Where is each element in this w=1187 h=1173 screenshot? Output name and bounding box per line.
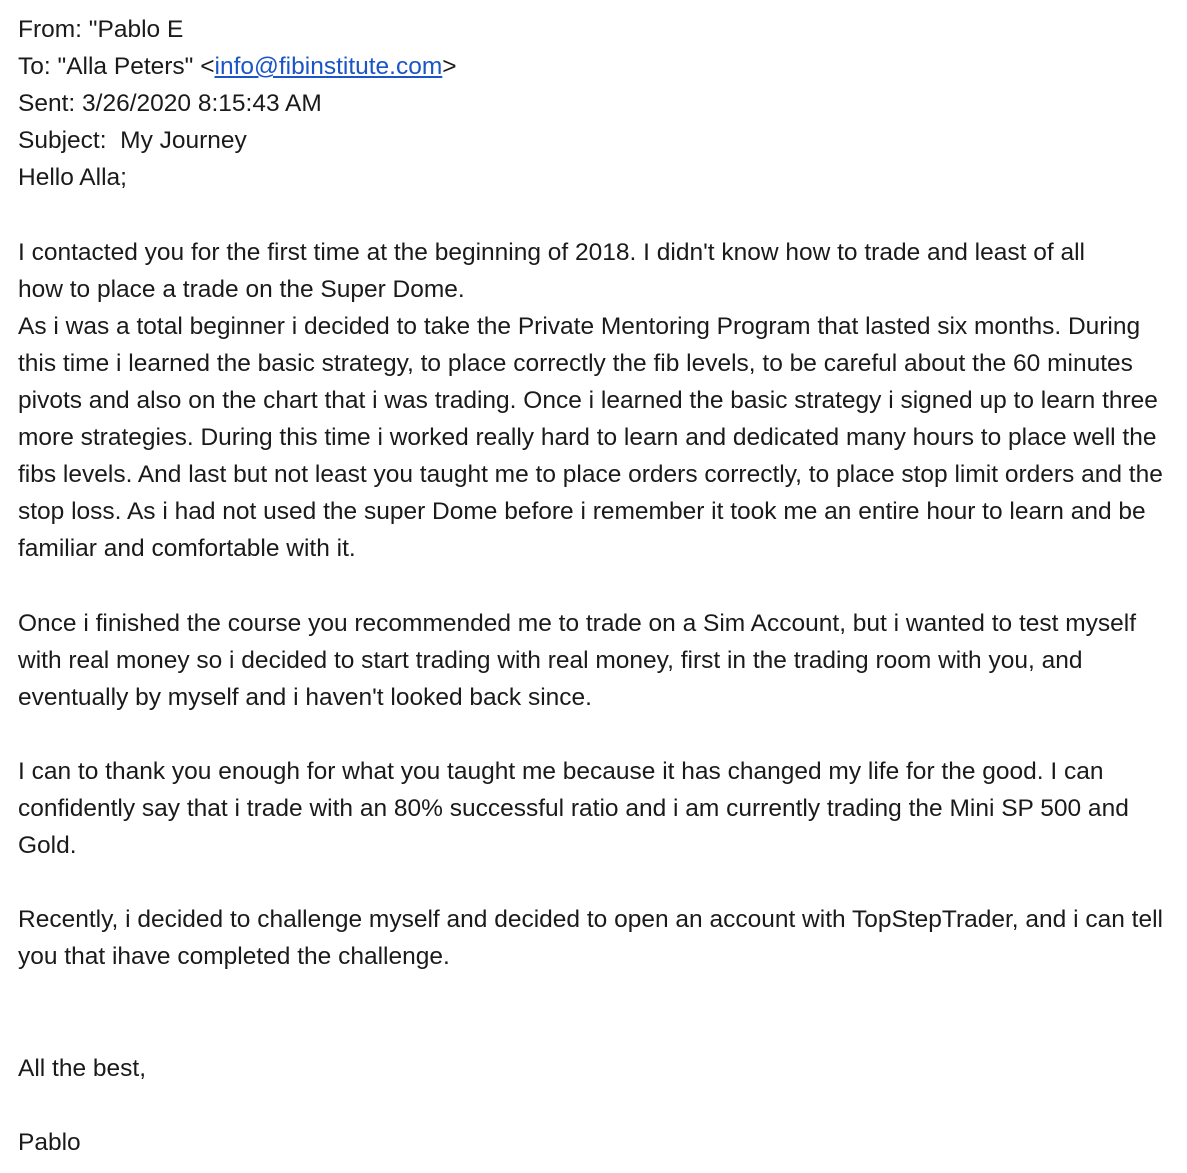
paragraph-5: Recently, i decided to challenge myself and decided to open an account with TopStepTrader, and i can tell you that ihave completed the challenge. [18, 906, 1163, 971]
closing: All the best, [18, 1054, 147, 1082]
greeting: Hello Alla; [18, 164, 127, 192]
subject-line [18, 122, 1178, 159]
to-line [18, 48, 1178, 85]
sent-value: 3/26/2020 8:15:43 AM [82, 90, 322, 118]
paragraph-1-line-1: I contacted you for the first time at the beginning of 2018. I didn't know how to trade and least of all [18, 238, 1085, 266]
to-open-bracket: < [200, 53, 215, 81]
sent-label: Sent: [18, 90, 76, 118]
to-name: "Alla Peters" [57, 53, 194, 81]
subject-value: My Journey [120, 127, 247, 155]
recipient-email-link[interactable]: info@fibinstitute.com [214, 53, 443, 81]
paragraph-2: As i was a total beginner i decided to take the Private Mentoring Program that lasted six months. During this time i learned the basic strategy, to place correctly the fib levels, to be careful about the 60 minutes pivots and also on the chart that i was trading. Once i learned the basic strategy i signed up to learn three more strategies. During this time i worked really hard to learn and dedicated many hours to place well the fibs levels. And last but not least you taught me to place orders correctly, to place stop limit orders and the stop loss. As i had not used the super Dome before i remember it took me an entire hour to learn and be familiar and comfortable with it. [18, 312, 1163, 563]
spacer [18, 975, 1178, 1049]
signature: Pablo [18, 1128, 81, 1156]
to-close-bracket: > [442, 53, 457, 81]
from-value: "Pablo E [88, 16, 184, 43]
spacer [18, 716, 1178, 753]
from-line [18, 11, 1178, 48]
spacer [18, 567, 1178, 604]
from-label: From: [18, 16, 82, 43]
paragraph-3: Once i finished the course you recommended me to trade on a Sim Account, but i wanted to test myself with real money so i decided to start trading with real money, first in the trading room with you, and eventually by myself and i haven't looked back since. [18, 609, 1137, 711]
spacer [18, 1087, 1178, 1124]
paragraph-4: I can to thank you enough for what you taught me because it has changed my life for the good. I can confidently say that i trade with an 80% successful ratio and i am currently trading the Mini SP 500 and Gold. [18, 757, 1129, 860]
sent-line [18, 85, 1178, 122]
subject-label: Subject: [18, 127, 107, 155]
spacer [18, 196, 1178, 233]
to-label: To: [18, 53, 51, 81]
email-message [18, 11, 1178, 1161]
paragraph-1-line-2: how to place a trade on the Super Dome. [18, 275, 465, 303]
spacer [18, 864, 1178, 901]
